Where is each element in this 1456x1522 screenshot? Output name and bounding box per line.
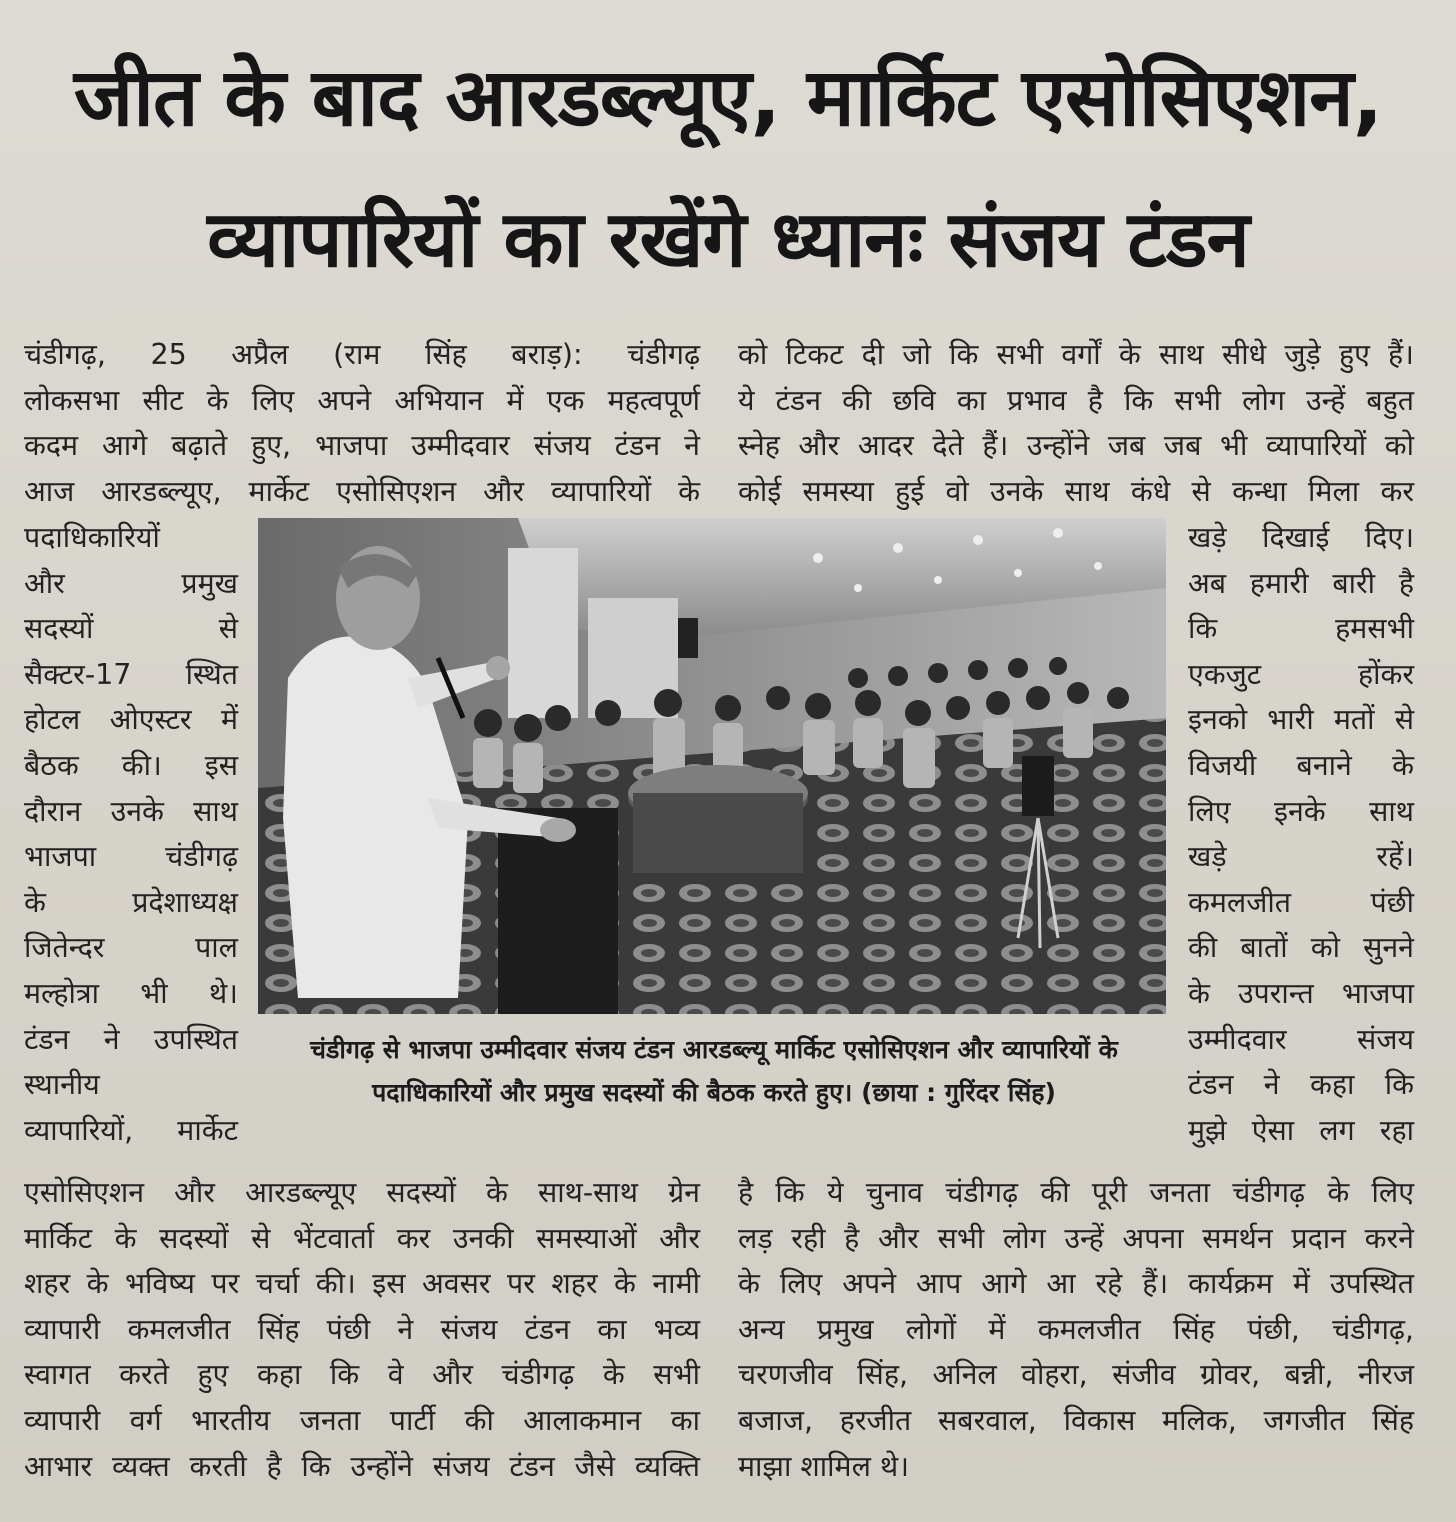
article-line: को टिकट दी जो कि सभी वर्गों के साथ सीधे जुड़े हुए हैं। — [738, 338, 1414, 371]
article-line: व्यापारी कमलजीत सिंह पंछी ने संजय टंडन का भव्य — [24, 1312, 700, 1346]
article-line: स्वागत करते हुए कहा कि वे और चंडीगढ़ के सभी — [24, 1358, 700, 1392]
article-line: टंडन ने कहा कि — [1188, 1068, 1414, 1102]
column-1-bottom — [24, 1170, 700, 1489]
column-1-top — [24, 332, 700, 514]
article-line: मार्किट के सदस्यों से भेंटवार्ता कर उनकी समस्याओं और — [24, 1221, 700, 1255]
event-photo-illustration — [258, 518, 1166, 1014]
article-line: मुझे ऐसा लग रहा — [1188, 1113, 1414, 1147]
article-line: बैठक की। इस — [24, 748, 238, 782]
article-line: लड़ रही है और सभी लोग उन्हें अपना समर्थन प्रदान करने — [738, 1221, 1414, 1255]
article-line: उम्मीदवार संजय — [1188, 1022, 1414, 1056]
article-line: भाजपा चंडीगढ़ — [24, 840, 238, 874]
article-line: के लिए अपने आप आगे आ रहे हैं। कार्यक्रम में उपस्थित — [738, 1267, 1414, 1301]
article-line: व्यापारियों, मार्केट — [24, 1113, 238, 1147]
article-line: सदस्यों से — [24, 612, 238, 646]
article-line: खड़े दिखाई दिए। — [1188, 521, 1414, 554]
article-line: जितेन्दर पाल — [24, 931, 238, 965]
column-1-narrow — [24, 515, 238, 1153]
article-line: दौरान उनके साथ — [24, 794, 238, 828]
article-line: आभार व्यक्त करती है कि उन्होंने संजय टंडन जैसे व्यक्ति — [24, 1449, 700, 1483]
article-line: माझा शामिल थे। — [738, 1449, 909, 1483]
article-line: विजयी बनाने के — [1188, 748, 1414, 782]
article-line: एकजुट होंकर — [1188, 657, 1414, 691]
event-photo — [258, 518, 1166, 1014]
article-line: पदाधिकारियों — [24, 521, 160, 554]
photo-caption-line-1: चंडीगढ़ से भाजपा उम्मीदवार संजय टंडन आरडब्ल्यू मार्किट एसोसिएशन और व्यापारियों के — [310, 1035, 1118, 1064]
article-line: चरणजीव सिंह, अनिल वोहरा, संजीव ग्रोवर, बन्नी, नीरज — [738, 1358, 1414, 1392]
article-line: टंडन ने उपस्थित — [24, 1022, 238, 1056]
headline-line-1: जीत के बाद आरडब्ल्यूए, मार्किट एसोसिएशन, — [73, 51, 1383, 144]
column-2-top — [738, 332, 1414, 514]
article-line: आज आरडब्ल्यूए, मार्केट एसोसिएशन और व्यापारियों के — [24, 474, 700, 508]
article-line: मल्होत्रा भी थे। — [24, 976, 238, 1010]
article-line: लिए इनके साथ — [1188, 794, 1414, 828]
article-line: सैक्टर-17 स्थित — [24, 657, 238, 691]
article-line: अब हमारी बारी है — [1188, 566, 1414, 600]
column-2-narrow — [1188, 515, 1414, 1153]
article-line: है कि ये चुनाव चंडीगढ़ की पूरी जनता चंडीगढ़ के लिए — [738, 1176, 1414, 1209]
article-line: लोकसभा सीट के लिए अपने अभियान में एक महत्वपूर्ण — [24, 383, 700, 417]
article-line: बजाज, हरजीत सबरवाल, विकास मलिक, जगजीत सिंह — [738, 1403, 1414, 1437]
article-line: शहर के भविष्य पर चर्चा की। इस अवसर पर शहर के नामी — [24, 1267, 700, 1301]
article-line: अन्य प्रमुख लोगों में कमलजीत सिंह पंछी, चंडीगढ़, — [738, 1312, 1414, 1346]
article-line: कोई समस्या हुई वो उनके साथ कंधे से कन्धा मिला कर — [738, 474, 1414, 508]
article-line: के प्रदेशाध्यक्ष — [24, 885, 238, 919]
article-line: स्नेह और आदर देते हैं। उन्होंने जब जब भी व्यापारियों को — [738, 429, 1414, 463]
article-line: होटल ओएस्टर में — [24, 703, 238, 737]
article-line: इनको भारी मतों से — [1188, 703, 1414, 737]
article-line: खड़े रहें। — [1188, 840, 1414, 874]
photo-caption-line-2: पदाधिकारियों और प्रमुख सदस्यों की बैठक करते हुए। (छाया : गुरिंदर सिंह) — [372, 1078, 1056, 1107]
article-line: एसोसिएशन और आरडब्ल्यूए सदस्यों के साथ-साथ ग्रेन — [24, 1176, 700, 1209]
article-line: ये टंडन की छवि का प्रभाव है कि सभी लोग उन्हें बहुत — [738, 383, 1414, 417]
article-line: की बातों को सुनने — [1188, 931, 1414, 965]
column-2-bottom — [738, 1170, 1414, 1489]
article-line: के उपरान्त भाजपा — [1188, 976, 1414, 1010]
article-line: कि हमसभी — [1188, 612, 1414, 646]
article-line: चंडीगढ़, 25 अप्रैल (राम सिंह बराड़): चंडीगढ़ — [24, 338, 700, 371]
headline-line-2: व्यापारियों का रखेंगे ध्यानः संजय टंडन — [207, 195, 1249, 285]
article-line: कमलजीत पंछी — [1188, 885, 1414, 919]
article-line: और प्रमुख — [24, 566, 238, 600]
article-line: व्यापारी वर्ग भारतीय जनता पार्टी की आलाकमान का — [24, 1403, 700, 1437]
article-line: स्थानीय — [24, 1068, 100, 1102]
article-line: कदम आगे बढ़ाते हुए, भाजपा उम्मीदवार संजय टंडन ने — [24, 429, 700, 463]
